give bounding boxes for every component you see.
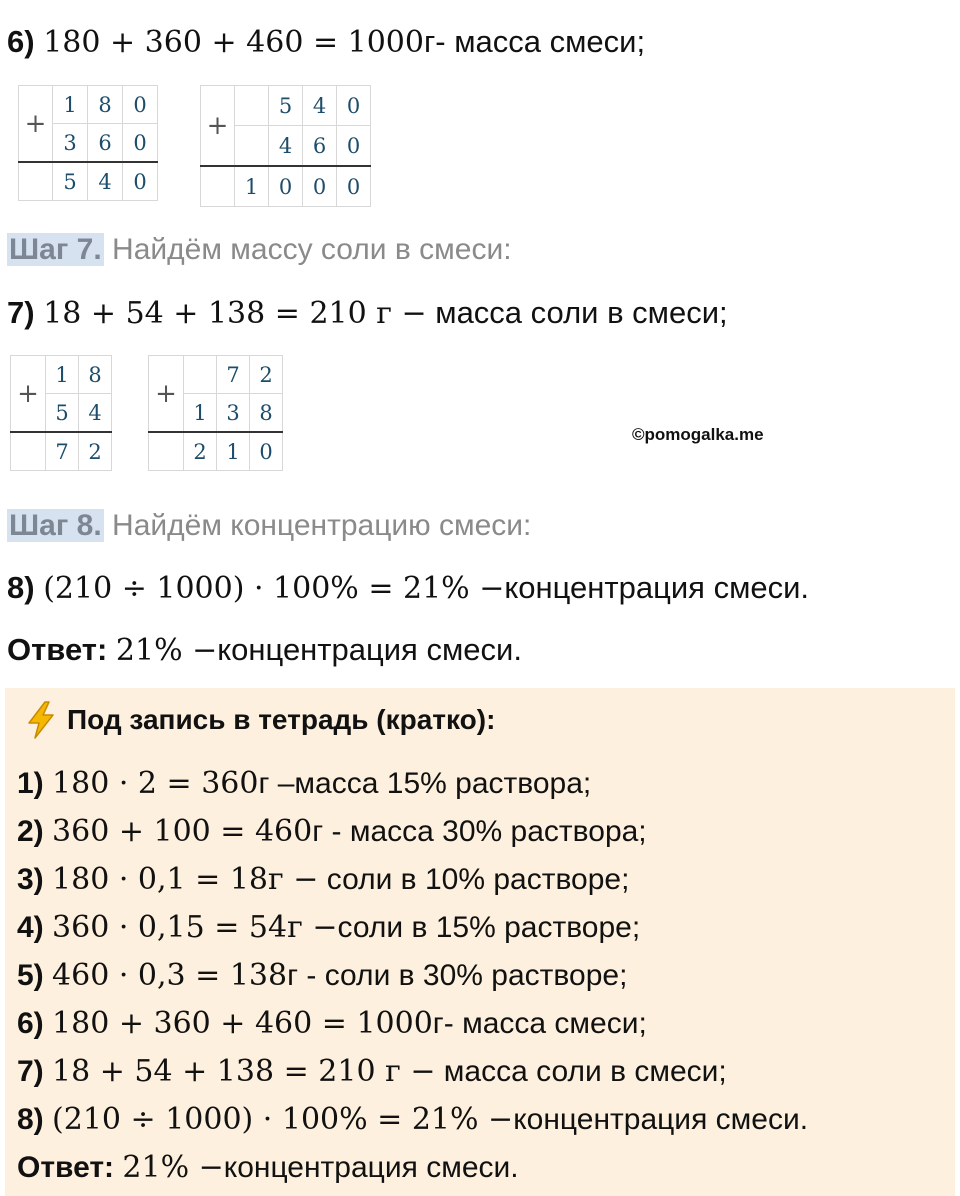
plus-sign: + (11, 356, 46, 433)
digit: 1 (217, 432, 250, 471)
math-expression: 460 · 0,3 = 138 (52, 958, 288, 993)
column-addition-180-360 (18, 85, 158, 201)
summary-line-1 (17, 764, 591, 804)
line-text: г –масса 15% раствора; (258, 767, 592, 800)
digit: 0 (337, 86, 371, 126)
digit: 5 (53, 162, 88, 201)
digit: 7 (46, 432, 79, 471)
line-number: 7) (7, 295, 35, 330)
digit (184, 356, 217, 394)
math-expression: 180 · 2 = 360 (52, 766, 259, 801)
math-expression: 18 + 54 + 138 = 210 г − (43, 296, 427, 331)
step-tag: Шаг 7. (9, 233, 102, 266)
solution-line-7 (7, 293, 728, 334)
line-number: 3) (17, 863, 44, 896)
line-number: 8) (7, 570, 35, 605)
digit: 1 (235, 166, 269, 207)
line-number: 4) (17, 911, 44, 944)
digit: 7 (217, 356, 250, 394)
digit (235, 86, 269, 126)
digit: 1 (184, 394, 217, 433)
math-expression: 360 + 100 = 460 (52, 814, 313, 849)
digit: 4 (88, 162, 123, 201)
summary-line-4 (17, 908, 640, 948)
digit: 8 (79, 356, 112, 394)
digit: 0 (250, 432, 283, 471)
digit: 2 (79, 432, 112, 471)
line-number: 6) (7, 24, 35, 59)
digit: 8 (88, 86, 123, 124)
math-expression: 180 · 0,1 = 18г − (52, 862, 319, 897)
digit: 0 (337, 126, 371, 167)
digit: 0 (303, 166, 337, 207)
line-text: соли в 15% растворе; (337, 911, 641, 944)
line-text: г - соли в 30% растворе; (287, 959, 628, 992)
digit: 0 (269, 166, 303, 207)
summary-line-6 (17, 1004, 647, 1044)
line-text: концентрация смеси. (217, 632, 522, 667)
line-text: г- масса смеси; (423, 24, 646, 59)
summary-title-text: Под запись в тетрадь (кратко): (67, 704, 496, 735)
digit: 1 (46, 356, 79, 394)
solution-line-6 (7, 22, 645, 63)
empty-cell (11, 432, 46, 471)
summary-line-7 (17, 1052, 727, 1092)
summary-line-5 (17, 956, 627, 996)
column-addition-540-460 (200, 85, 371, 207)
digit: 6 (88, 124, 123, 163)
answer-label: Ответ: (7, 632, 108, 667)
line-number: 8) (17, 1103, 44, 1136)
digit: 0 (123, 124, 158, 163)
solution-line-8 (7, 568, 809, 609)
step-8-heading (7, 506, 531, 546)
step-tag: Шаг 8. (9, 509, 102, 542)
watermark: ©pomogalka.me (632, 425, 764, 444)
step-7-heading (7, 230, 512, 270)
plus-sign: + (19, 86, 53, 163)
math-expression: 18 + 54 + 138 = 210 г − (52, 1054, 436, 1089)
empty-cell (19, 162, 53, 201)
line-text: г- масса смеси; (432, 1007, 647, 1040)
math-expression: (210 ÷ 1000) · 100% = 21% − (52, 1102, 514, 1137)
digit: 0 (337, 166, 371, 207)
line-text: соли в 10% растворе; (318, 863, 630, 896)
math-expression: 180 + 360 + 460 = 1000 (52, 1006, 433, 1041)
summary-answer-line (17, 1148, 519, 1188)
line-number: 1) (17, 767, 44, 800)
column-addition-72-138 (148, 355, 283, 471)
step-text: Найдём массу соли в смеси: (103, 233, 512, 266)
summary-line-8 (17, 1100, 808, 1140)
step-text: Найдём концентрацию смеси: (103, 509, 532, 542)
line-text: масса соли в смеси; (426, 295, 728, 330)
summary-line-3 (17, 860, 629, 900)
digit: 4 (269, 126, 303, 167)
digit (235, 126, 269, 167)
line-number: 7) (17, 1055, 44, 1088)
plus-sign: + (201, 86, 235, 167)
digit: 2 (184, 432, 217, 471)
digit: 5 (269, 86, 303, 126)
line-text: масса соли в смеси; (435, 1055, 727, 1088)
empty-cell (201, 166, 235, 207)
plus-sign: + (149, 356, 184, 433)
digit: 1 (53, 86, 88, 124)
digit: 3 (53, 124, 88, 163)
digit: 0 (123, 162, 158, 201)
answer-label: Ответ: (17, 1151, 115, 1184)
math-expression: (210 ÷ 1000) · 100% = 21% − (43, 571, 505, 606)
lightning-icon (23, 700, 59, 740)
line-text: г - масса 30% раствора; (312, 815, 647, 848)
line-number: 2) (17, 815, 44, 848)
line-text: концентрация смеси. (513, 1103, 809, 1136)
digit: 4 (79, 394, 112, 433)
digit: 8 (250, 394, 283, 433)
notebook-summary-box (5, 688, 955, 1196)
summary-line-2 (17, 812, 647, 852)
digit: 6 (303, 126, 337, 167)
math-expression: 21% − (115, 633, 218, 668)
line-text: концентрация смеси. (504, 570, 810, 605)
math-expression: 180 + 360 + 460 = 1000 (43, 25, 424, 60)
digit: 3 (217, 394, 250, 433)
line-text: концентрация смеси. (223, 1151, 519, 1184)
line-number: 6) (17, 1007, 44, 1040)
digit: 2 (250, 356, 283, 394)
line-number: 5) (17, 959, 44, 992)
digit: 4 (303, 86, 337, 126)
answer-line (7, 630, 522, 671)
summary-title (23, 700, 495, 740)
math-expression: 360 · 0,15 = 54г − (52, 910, 338, 945)
math-expression: 21% − (122, 1150, 224, 1185)
empty-cell (149, 432, 184, 471)
digit: 0 (123, 86, 158, 124)
digit: 5 (46, 394, 79, 433)
column-addition-18-54 (10, 355, 112, 471)
